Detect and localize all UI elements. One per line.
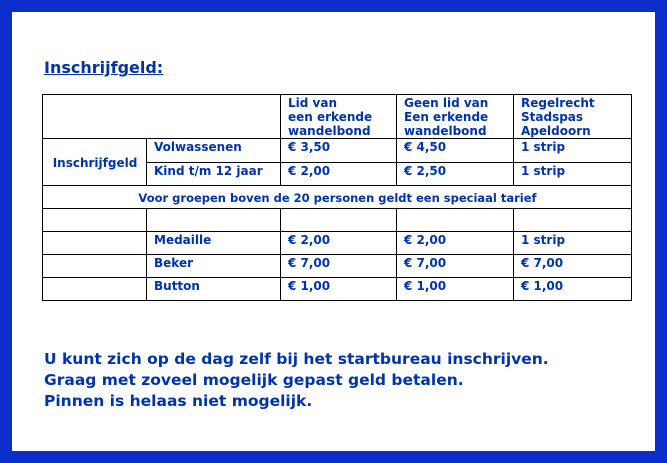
row-label: Volwassenen — [147, 139, 281, 163]
row-label: Beker — [147, 255, 281, 278]
note-row — [43, 186, 632, 209]
price-cell: € 2,00 — [397, 232, 514, 255]
price-cell: € 3,50 — [281, 139, 397, 163]
group-note: Voor groepen boven de 20 personen geldt een speciaal tarief — [43, 186, 632, 209]
price-cell: € 7,00 — [397, 255, 514, 278]
row-label: Medaille — [147, 232, 281, 255]
header-member — [281, 95, 397, 139]
table-row — [43, 278, 632, 301]
header-non-member — [397, 95, 514, 139]
header-member-text: Lid van een erkende wandelbond — [288, 96, 373, 138]
page-title: Inschrijfgeld: — [44, 58, 164, 77]
table-row — [43, 232, 632, 255]
empty-cell — [43, 232, 147, 255]
price-cell: € 1,00 — [397, 278, 514, 301]
fee-table — [42, 94, 632, 301]
price-cell: 1 strip — [514, 232, 632, 255]
table-row — [43, 139, 632, 163]
empty-cell — [43, 278, 147, 301]
empty-cell — [43, 209, 147, 232]
header-stadspas — [514, 95, 632, 139]
price-cell: € 1,00 — [281, 278, 397, 301]
price-cell: € 1,00 — [514, 278, 632, 301]
spacer-row — [43, 209, 632, 232]
header-stadspas-text: Regelrecht Stadspas Apeldoorn — [521, 96, 595, 138]
price-cell: € 7,00 — [281, 255, 397, 278]
info-line: U kunt zich op de dag zelf bij het startbureau inschrijven. — [44, 350, 549, 368]
empty-cell — [43, 255, 147, 278]
price-cell: € 2,00 — [281, 163, 397, 186]
empty-cell — [397, 209, 514, 232]
price-cell: € 2,00 — [281, 232, 397, 255]
price-cell: 1 strip — [514, 139, 632, 163]
price-cell: 1 strip — [514, 163, 632, 186]
header-non-member-text: Geen lid van Een erkende wandelbond — [404, 96, 489, 138]
header-empty-cell — [43, 95, 281, 139]
price-cell: € 2,50 — [397, 163, 514, 186]
row-label: Button — [147, 278, 281, 301]
empty-cell — [514, 209, 632, 232]
price-cell: € 7,00 — [514, 255, 632, 278]
info-line: Pinnen is helaas niet mogelijk. — [44, 392, 313, 410]
table-row — [43, 255, 632, 278]
row-label: Kind t/m 12 jaar — [147, 163, 281, 186]
info-text — [44, 349, 549, 412]
header-row — [43, 95, 632, 139]
info-line: Graag met zoveel mogelijk gepast geld betalen. — [44, 371, 464, 389]
group-label: Inschrijfgeld — [43, 139, 147, 186]
empty-cell — [147, 209, 281, 232]
price-cell: € 4,50 — [397, 139, 514, 163]
empty-cell — [281, 209, 397, 232]
